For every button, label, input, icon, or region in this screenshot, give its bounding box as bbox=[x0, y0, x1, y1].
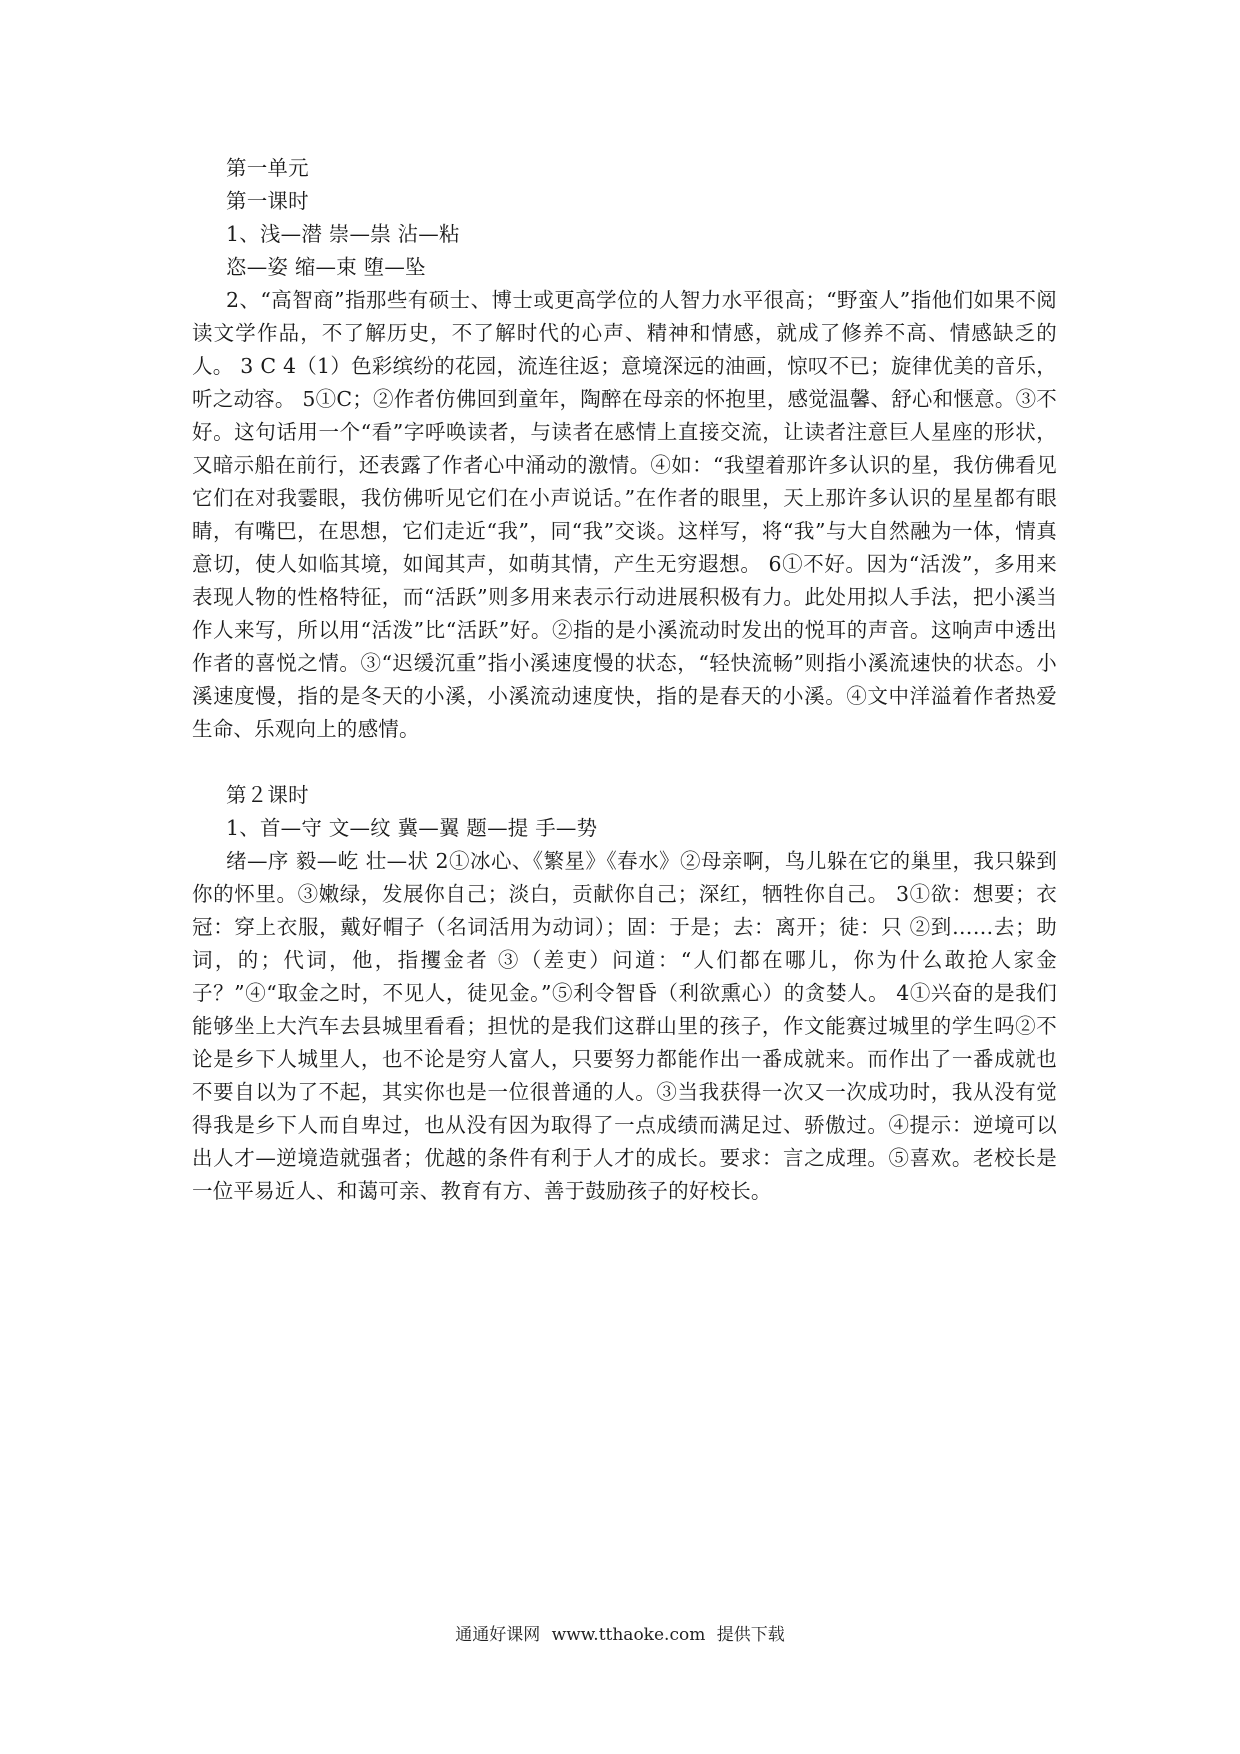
lesson1-title: 第一课时 bbox=[226, 189, 309, 213]
footer-url[interactable]: www.tthaoke.com bbox=[551, 1625, 706, 1645]
lesson1-q1-line1: 1、浅—潜 崇—祟 沾—粘 bbox=[226, 222, 460, 246]
answer-key-content bbox=[192, 152, 1057, 1208]
footer-site-name: 通通好课网 bbox=[455, 1625, 541, 1645]
lesson2-title: 第２课时 bbox=[226, 783, 309, 807]
lesson1-answers-paragraph: 2、“高智商”指那些有硕士、博士或更高学位的人智力水平很高；“野蛮人”指他们如果不阅读文学作品，不了解历史，不了解时代的心声、精神和情感，就成了修养不高、情感缺乏的人。 3 C 4（1）色彩缤纷的花园，流连往返；意境深远的油画，惊叹不已；旋律优美的音乐，听之动容。 5①C；②作者仿佛回到童年，陶醉在母亲的怀抱里，感觉温馨、舒心和惬意。③不好。这句话用一个“看”字呼唤读者，与读者在感情上直接交流，让读者注意巨人星座的形状，又暗示船在前行，还表露了作者心中涌动的激情。④如：“我望着那许多认识的星，我仿佛看见它们在对我霎眼，我仿佛听见它们在小声说话。”在作者的眼里，天上那许多认识的星星都有眼睛，有嘴巴，在思想，它们走近“我”，同“我”交谈。这样写，将“我”与大自然融为一体，情真意切，使人如临其境，如闻其声，如萌其情，产生无穷遐想。 6①不好。因为“活泼”，多用来表现人物的性格特征，而“活跃”则多用来表示行动进展积极有力。此处用拟人手法，把小溪当作人来写，所以用“活泼”比“活跃”好。②指的是小溪流动时发出的悦耳的声音。这响声中透出作者的喜悦之情。③“迟缓沉重”指小溪速度慢的状态，“轻快流畅”则指小溪流速快的状态。小溪速度慢，指的是冬天的小溪，小溪流动速度快，指的是春天的小溪。④文中洋溢着作者热爱生命、乐观向上的感情。 bbox=[192, 288, 1057, 741]
lesson1-q1-line2: 恣—姿 缩—束 堕—坠 bbox=[226, 255, 426, 279]
page-footer bbox=[0, 1623, 1240, 1647]
lesson2-answers-paragraph: 绪—序 毅—屹 壮—状 2①冰心、《繁星》《春水》②母亲啊，鸟儿躲在它的巢里，我只躲到你的怀里。③嫩绿，发展你自己；淡白，贡献你自己；深红，牺牲你自己。 3①欲：想要；衣冠：穿上衣服，戴好帽子（名词活用为动词）；固：于是；去：离开；徒：只 ②到……去；助词，的；代词，他，指攫金者 ③（差吏）问道：“人们都在哪儿，你为什么敢抢人家金子？”④“取金之时，不见人，徒见金。”⑤利令智昏（利欲熏心）的贪婪人。 4①兴奋的是我们能够坐上大汽车去县城里看看；担忧的是我们这群山里的孩子，作文能赛过城里的学生吗②不论是乡下人城里人，也不论是穷人富人，只要努力都能作出一番成就来。而作出了一番成就也不要自以为了不起，其实你也是一位很普通的人。③当我获得一次又一次成功时，我从没有觉得我是乡下人而自卑过，也从没有因为取得了一点成绩而满足过、骄傲过。④提示：逆境可以出人才—逆境造就强者；优越的条件有利于人才的成长。要求：言之成理。⑤喜欢。老校长是一位平易近人、和蔼可亲、教育有方、善于鼓励孩子的好校长。 bbox=[192, 849, 1057, 1203]
lesson2-q1-line1: 1、首—守 文—纹 冀—翼 题—提 手—势 bbox=[226, 816, 598, 840]
section-spacer bbox=[192, 746, 1057, 779]
unit-heading: 第一单元 bbox=[226, 156, 309, 180]
footer-suffix: 提供下载 bbox=[716, 1625, 785, 1645]
